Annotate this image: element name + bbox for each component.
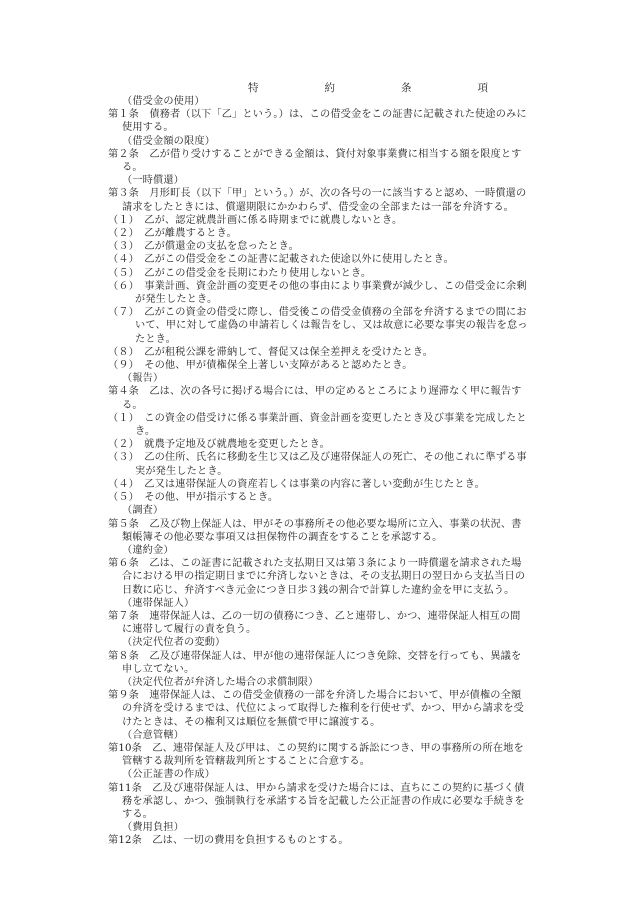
article-item: （６） 事業計画、資金計画の変更その他の事由により事業費が減少し、この借受金に余剰が発生したとき。 bbox=[108, 280, 527, 306]
article-heading: （借受金額の限度） bbox=[122, 135, 216, 147]
article-text: 第２条 乙が借り受けすることができる金額は、貸付対象事業費に相当する額を限度とする。 bbox=[108, 148, 522, 174]
article-item: （９） その他、甲が債権保全上著しい支障があると認めたとき。 bbox=[108, 360, 413, 372]
document-body bbox=[108, 95, 530, 848]
article-item: （２） 就農予定地及び就農地を変更したとき。 bbox=[108, 439, 330, 451]
article-heading: （費用負担） bbox=[122, 822, 185, 834]
title-char: 約 bbox=[324, 82, 335, 94]
article-heading: （公正証書の作成） bbox=[122, 769, 216, 781]
article-text: 第10条 乙、連帯保証人及び甲は、この契約に関する訴訟につき、甲の事務所の所在地を管轄する裁判所を管轄裁判所とすることに合意する。 bbox=[108, 742, 524, 768]
article-text: 第６条 乙は、この証書に記載された支払期日又は第３条により一時償還を請求された場合における甲の指定期日までに弁済しないときは、その支払期日の翌日から支払当日の日数に応じ、弁済すべき元金につき日歩３銭の割合で計算した違約金を甲に支払う。 bbox=[108, 558, 526, 596]
article-item: （１） この資金の借受けに係る事業計画、資金計画を変更したとき及び事業を完成したとき。 bbox=[108, 412, 527, 438]
article-text: 第８条 乙及び連帯保証人は、甲が他の連帯保証人につき免除、交替を行っても、異議を申し立てない。 bbox=[108, 650, 522, 675]
article-text: 第12条 乙は、一切の費用を負担するものとする。 bbox=[108, 835, 349, 847]
article-heading: （決定代位者が弁済した場合の求償制限） bbox=[122, 676, 319, 688]
article-heading: （違約金） bbox=[122, 544, 174, 556]
article-item: （４） 乙がこの借受金をこの証書に記載された使途以外に使用したとき。 bbox=[108, 254, 454, 266]
title-char: 条 bbox=[401, 82, 412, 94]
article-text: 第11条 乙及び連帯保証人は、甲から請求を受けた場合には、直ちにこの契約に基づく債務を承認し、かつ、強制執行を承諾する旨を記載した公正証書の作成に必要な手続きをする。 bbox=[108, 782, 525, 820]
article-text: 第４条 乙は、次の各号に掲げる場合には、甲の定めるところにより遅滞なく甲に報告する。 bbox=[108, 386, 522, 411]
article-text: 第３条 月形町長（以下「甲」という。）が、次の各号の一に該当すると認め、一時償還の請求をしたときには、償還期限にかかわらず、借受金の全部または一部を弁済する。 bbox=[108, 188, 527, 213]
article-item: （４） 乙又は連帯保証人の資産若しくは事業の内容に著しい変動が生じたとき。 bbox=[108, 478, 485, 490]
article-item: （８） 乙が租税公課を滞納して、督促又は保全差押えを受けたとき。 bbox=[108, 346, 434, 358]
article-heading: （借受金の使用） bbox=[122, 96, 205, 107]
article-heading: （報告） bbox=[122, 373, 164, 385]
article-item: （３） 乙が償還金の支払を怠ったとき。 bbox=[108, 241, 299, 253]
article-item: （５） 乙がこの借受金を長期にわたり使用しないとき。 bbox=[108, 267, 372, 279]
article-heading: （決定代位者の変動） bbox=[122, 637, 226, 649]
article-heading: （一時償還） bbox=[122, 175, 185, 187]
article-heading: （合意管轄） bbox=[122, 729, 185, 741]
article-item: （７） 乙がこの資金の借受に際し、借受後この借受金債務の全部を弁済するまでの間において、甲に対して虚偽の申請若しくは報告をし、又は故意に必要な事実の報告を怠ったとき。 bbox=[108, 307, 528, 345]
title-char: 項 bbox=[477, 82, 488, 94]
article-text: 第７条 連帯保証人は、乙の一切の債務につき、乙と連帯し、かつ、連帯保証人相互の間に連帯して履行の責を負う。 bbox=[108, 610, 521, 636]
article-item: （５） その他、甲が指示するとき。 bbox=[108, 492, 279, 504]
article-text: 第１条 債務者（以下「乙」という。）は、この借受金をこの証書に記載された使途のみに使用する。 bbox=[108, 109, 527, 134]
article-text: 第５条 乙及び物上保証人は、甲がその事務所その他必要な場所に立入、事業の状況、書類帳簿その他必要な事項又は担保物件の調査をすることを承認する。 bbox=[108, 518, 522, 543]
article-item: （３） 乙の住所、氏名に移動を生じ又は乙及び連帯保証人の死亡、その他これに準ずる事実が発生したとき。 bbox=[108, 452, 527, 477]
article-item: （１） 乙が、認定就農計画に係る時期までに就農しないとき。 bbox=[108, 214, 403, 226]
document-title bbox=[248, 82, 488, 94]
title-char: 特 bbox=[248, 82, 259, 94]
article-text: 第９条 連帯保証人は、この借受金債務の一部を弁済した場合において、甲が債権の全額の弁済を受けるまでは、代位によって取得した権利を行使せず、かつ、甲から請求を受けたときは、その権利又は順位を無償で甲に譲渡する。 bbox=[108, 690, 524, 728]
article-heading: （調査） bbox=[122, 505, 164, 517]
article-heading: （連帯保証人） bbox=[122, 597, 195, 609]
article-item: （２） 乙が離農するとき。 bbox=[108, 228, 237, 240]
